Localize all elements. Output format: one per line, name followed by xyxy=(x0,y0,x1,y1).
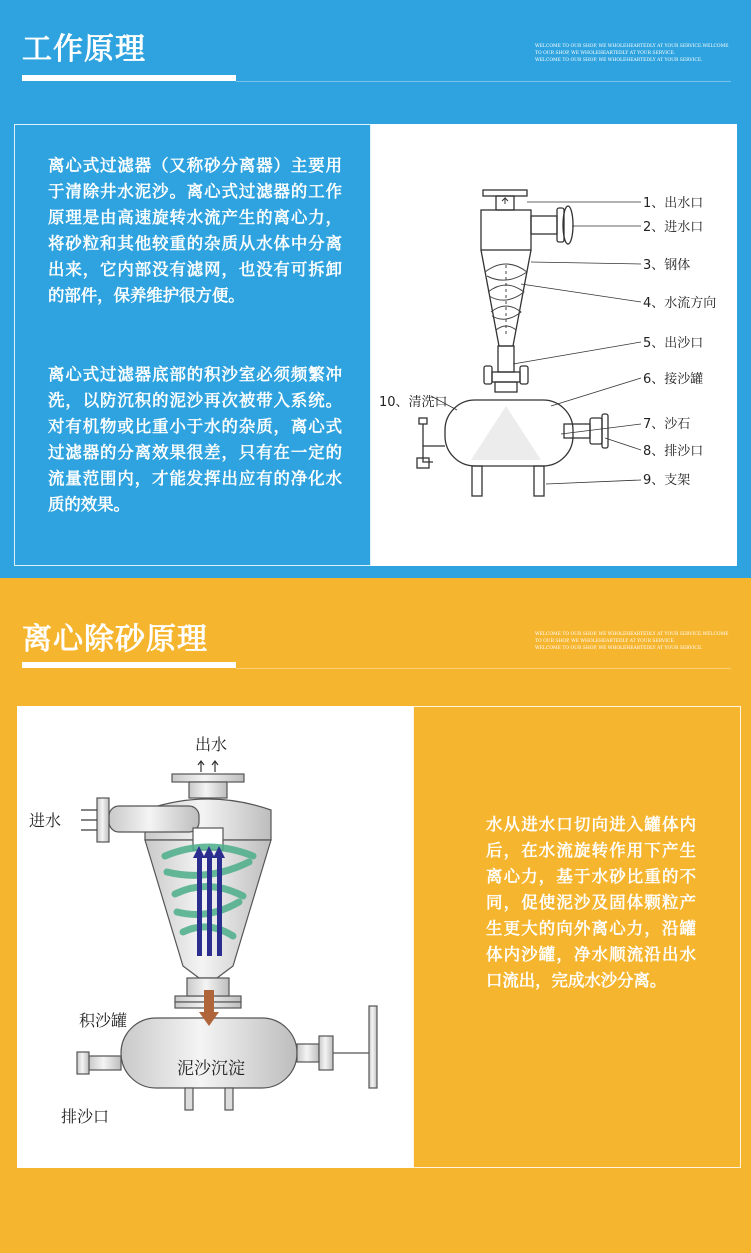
outlet-flange-shape xyxy=(483,190,527,196)
section-title: 离心除砂原理 xyxy=(22,622,208,657)
label-outlet: 1、出水口 xyxy=(643,196,704,211)
label-sand-tank: 6、接沙罐 xyxy=(643,372,704,387)
text-panel xyxy=(14,124,371,566)
filter-diagram-panel xyxy=(371,124,737,566)
divider-line xyxy=(236,668,731,669)
title-underline xyxy=(22,75,236,81)
working-principle-section xyxy=(0,0,751,578)
label-sediment: 泥沙沉淀 xyxy=(177,1059,245,1079)
label-sand-tank: 积沙罐 xyxy=(79,1011,128,1030)
tagline-line-2: WELCOME TO OUR SHOP, WE WHOLEHEARTEDLY AT YOUR SERVICE. xyxy=(535,646,703,651)
label-stand: 9、支架 xyxy=(643,473,691,488)
label-inlet: 进水 xyxy=(29,811,62,830)
section-title: 工作原理 xyxy=(22,32,146,67)
filter-diagram xyxy=(371,124,737,566)
label-clean-port: 10、清洗口 xyxy=(379,395,448,410)
label-flow-direction: 4、水流方向 xyxy=(643,296,717,311)
paragraph-principle: 水从进水口切向进入罐体内后，在水流旋转作用下产生离心力，基于水砂比重的不同，促使泥沙及固体颗粒产生更大的向外离心力，沿罐体内沙罐，净水顺流沿出水口流出，完成水沙分离。 xyxy=(486,815,696,990)
label-drain-port: 8、排沙口 xyxy=(643,444,704,459)
label-gravel: 7、沙石 xyxy=(643,417,691,432)
label-inlet: 2、进水口 xyxy=(643,220,704,235)
title-underline xyxy=(22,662,236,668)
label-drain: 排沙口 xyxy=(61,1107,110,1126)
desanding-diagram-panel xyxy=(17,706,413,1168)
tagline-line-1: WELCOME TO OUR SHOP, WE WHOLEHEARTEDLY AT YOUR SERVICE.WELCOME TO OUR SHOP, WE WHOLEHEARTEDLY AT YOUR SERVICE. xyxy=(535,44,729,56)
desanding-principle-section xyxy=(0,578,751,1253)
desanding-diagram xyxy=(17,706,413,1168)
text-panel xyxy=(413,706,741,1168)
tagline-line-1: WELCOME TO OUR SHOP, WE WHOLEHEARTEDLY AT YOUR SERVICE.WELCOME TO OUR SHOP, WE WHOLEHEARTEDLY AT YOUR SERVICE. xyxy=(535,632,729,644)
tagline xyxy=(535,43,730,64)
divider-line xyxy=(236,81,731,82)
paragraph-maintenance: 离心式过滤器底部的积沙室必须频繁冲洗，以防沉积的泥沙再次被带入系统。对有机物或比重小于水的杂质，离心式过滤器的分离效果很差，只有在一定的流量范围内，才能发挥出应有的净化水质的效果。 xyxy=(48,365,342,514)
label-sand-outlet: 5、出沙口 xyxy=(643,336,704,351)
label-outlet: 出水 xyxy=(195,735,228,754)
tagline xyxy=(535,631,730,652)
paragraph-intro: 离心式过滤器（又称砂分离器）主要用于清除井水泥沙。离心式过滤器的工作原理是由高速旋转水流产生的离心力，将砂粒和其他较重的杂质从水体中分离出来，它内部没有滤网，也没有可拆卸的部件，保养维护很方便。 xyxy=(48,156,342,305)
label-steel-body: 3、钢体 xyxy=(643,258,691,273)
tagline-line-2: WELCOME TO OUR SHOP, WE WHOLEHEARTEDLY AT YOUR SERVICE. xyxy=(535,58,703,63)
